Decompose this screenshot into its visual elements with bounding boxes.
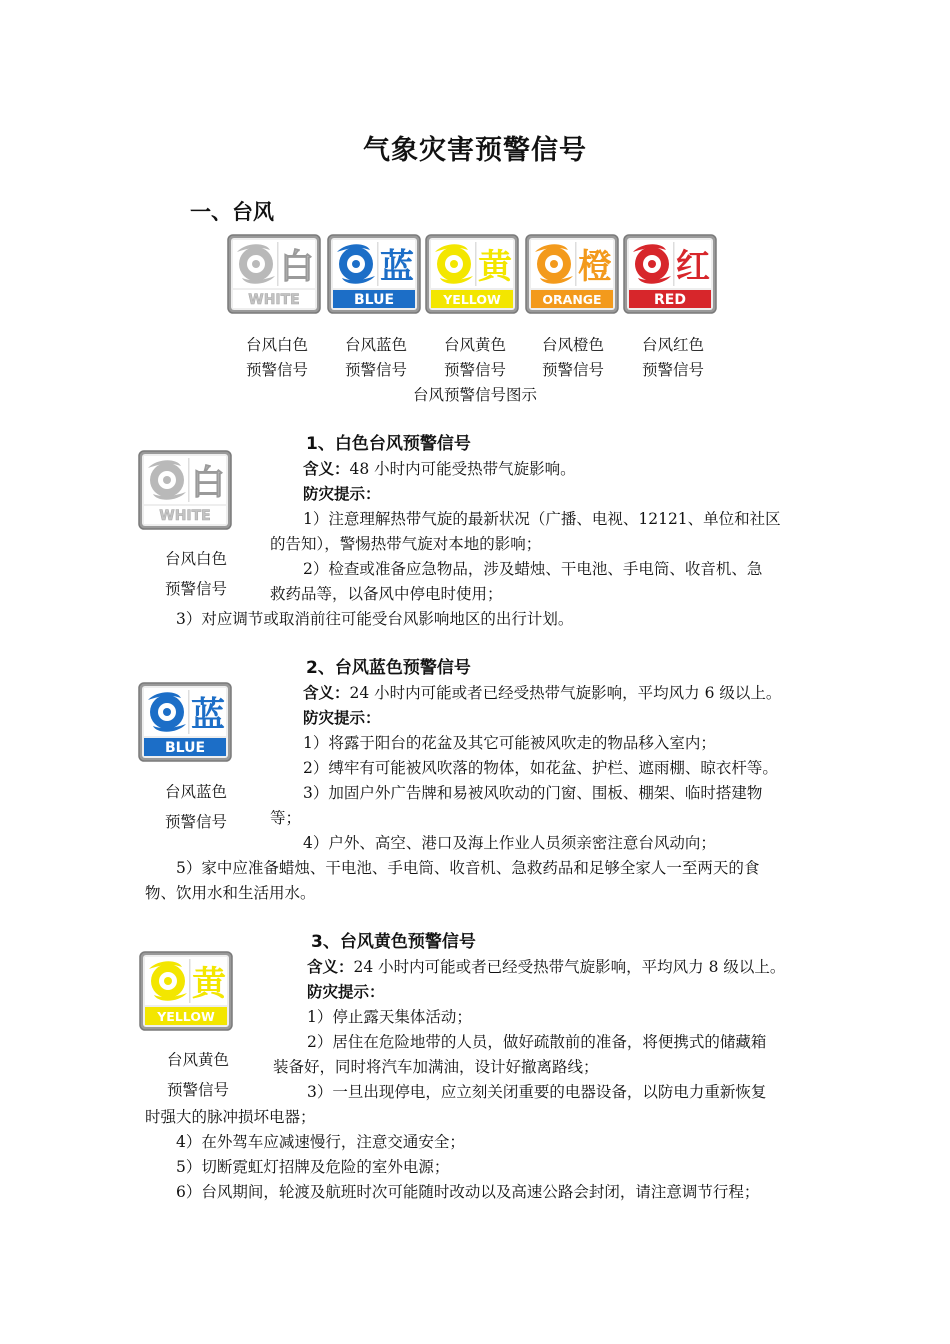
sign-character: 白 (191, 463, 225, 503)
item-3-caption: 台风黄色 预警信号 (166, 1051, 229, 1099)
item-2-sign (138, 682, 232, 762)
sign-character: 白 (280, 247, 314, 287)
item-3-line: 时强大的脉冲损坏电器； (145, 1108, 316, 1126)
item-3-line: 5）切断霓虹灯招牌及危险的室外电源； (176, 1158, 450, 1176)
item-2-line: 2）缚牢有可能被风吹落的物体，如花盆、护栏、遮雨棚、晾衣杆等。 (303, 759, 778, 777)
sign-yellow (425, 234, 519, 314)
page-title: 气象灾害预警信号 (363, 135, 587, 166)
item-3-heading: 3、台风黄色预警信号 (311, 932, 476, 952)
item-2-line: 1）将露于阳台的花盆及其它可能被风吹走的物品移入室内； (303, 734, 716, 752)
item-3-line: 3）一旦出现停电，应立刻关闭重要的电器设备，以防电力重新恢复 (307, 1083, 767, 1101)
item-3-line: 4）在外驾车应减速慢行，注意交通安全； (176, 1133, 465, 1151)
caption-orange: 台风橙色 预警信号 (541, 336, 604, 379)
sign-red (623, 234, 717, 314)
sign-label: BLUE (353, 292, 395, 308)
item-2-line: 物、饮用水和生活用水。 (145, 884, 316, 902)
figure-caption: 台风预警信号图示 (412, 386, 537, 404)
item-3-line: 装备好，同时将汽车加满油，设计好撤离路线； (273, 1058, 599, 1076)
sign-label: YELLOW (443, 292, 501, 307)
section-heading: 一、台风 (190, 200, 274, 224)
sign-character: 橙 (578, 247, 612, 287)
sign-label: ORANGE (542, 292, 602, 307)
typhoon-sign (138, 450, 232, 530)
typhoon-sign (525, 234, 619, 314)
item-3-line: 2）居住在危险地带的人员，做好疏散前的准备，将便携式的储藏箱 (307, 1033, 767, 1051)
sign-character: 蓝 (191, 695, 225, 735)
sign-blue (327, 234, 421, 314)
sign-label: RED (654, 292, 686, 308)
item-3-meaning: 含义：24 小时内可能或者已经受热带气旋影响，平均风力 8 级以上。 (307, 958, 786, 976)
item-2-tips-label: 防灾提示： (303, 709, 381, 727)
typhoon-sign (623, 234, 717, 314)
item-2-heading: 2、台风蓝色预警信号 (306, 658, 471, 678)
item-2-caption: 台风蓝色 预警信号 (164, 783, 227, 831)
item-1-line: 的告知），警惕热带气旋对本地的影响； (270, 535, 542, 553)
item-2-line: 5）家中应准备蜡烛、干电池、手电筒、收音机、急救药品和足够全家人一至两天的食 (176, 859, 760, 877)
item-3-tips-label: 防灾提示： (307, 983, 385, 1001)
item-1-line: 救药品等，以备风中停电时使用； (270, 585, 503, 603)
sign-label: WHITE (248, 292, 300, 308)
typhoon-sign (139, 951, 233, 1031)
sign-character: 红 (676, 247, 710, 287)
typhoon-sign (425, 234, 519, 314)
typhoon-sign (138, 682, 232, 762)
item-2-line: 3）加固户外广告牌和易被风吹动的门窗、围板、棚架、临时搭建物 (303, 784, 763, 802)
item-1-meaning: 含义：48 小时内可能受热带气旋影响。 (303, 460, 576, 478)
sign-character: 黄 (478, 247, 512, 287)
sign-character: 蓝 (380, 247, 414, 287)
item-1-sign (138, 450, 232, 530)
item-1-heading: 1、白色台风预警信号 (306, 434, 471, 454)
item-3-sign (139, 951, 233, 1031)
item-1-caption: 台风白色 预警信号 (164, 550, 227, 598)
caption-white: 台风白色 预警信号 (245, 336, 308, 379)
item-2-meaning: 含义：24 小时内可能或者已经受热带气旋影响，平均风力 6 级以上。 (303, 684, 782, 702)
sign-white (227, 234, 321, 314)
typhoon-sign (327, 234, 421, 314)
item-3-line: 6）台风期间，轮渡及航班时次可能随时改动以及高速公路会封闭，请注意调节行程； (176, 1183, 760, 1201)
item-3-line: 1）停止露天集体活动； (307, 1008, 472, 1026)
item-1-line: 3）对应调节或取消前往可能受台风影响地区的出行计划。 (176, 610, 574, 628)
sign-orange (525, 234, 619, 314)
item-1-tips-label: 防灾提示： (303, 485, 381, 503)
sign-character: 黄 (192, 964, 226, 1004)
sign-label: BLUE (164, 740, 206, 756)
caption-yellow: 台风黄色 预警信号 (443, 336, 506, 379)
typhoon-sign (227, 234, 321, 314)
sign-label: WHITE (159, 508, 211, 524)
item-2-line: 4）户外、高空、港口及海上作业人员须亲密注意台风动向； (303, 834, 716, 852)
caption-red: 台风红色 预警信号 (641, 336, 704, 379)
item-2-line: 等； (270, 809, 302, 827)
sign-label: YELLOW (157, 1009, 215, 1024)
item-1-line: 2）检查或准备应急物品，涉及蜡烛、干电池、手电筒、收音机、急 (303, 560, 763, 578)
caption-blue: 台风蓝色 预警信号 (344, 336, 407, 379)
item-1-line: 1）注意理解热带气旋的最新状况（广播、电视、12121、单位和社区 (303, 510, 781, 528)
